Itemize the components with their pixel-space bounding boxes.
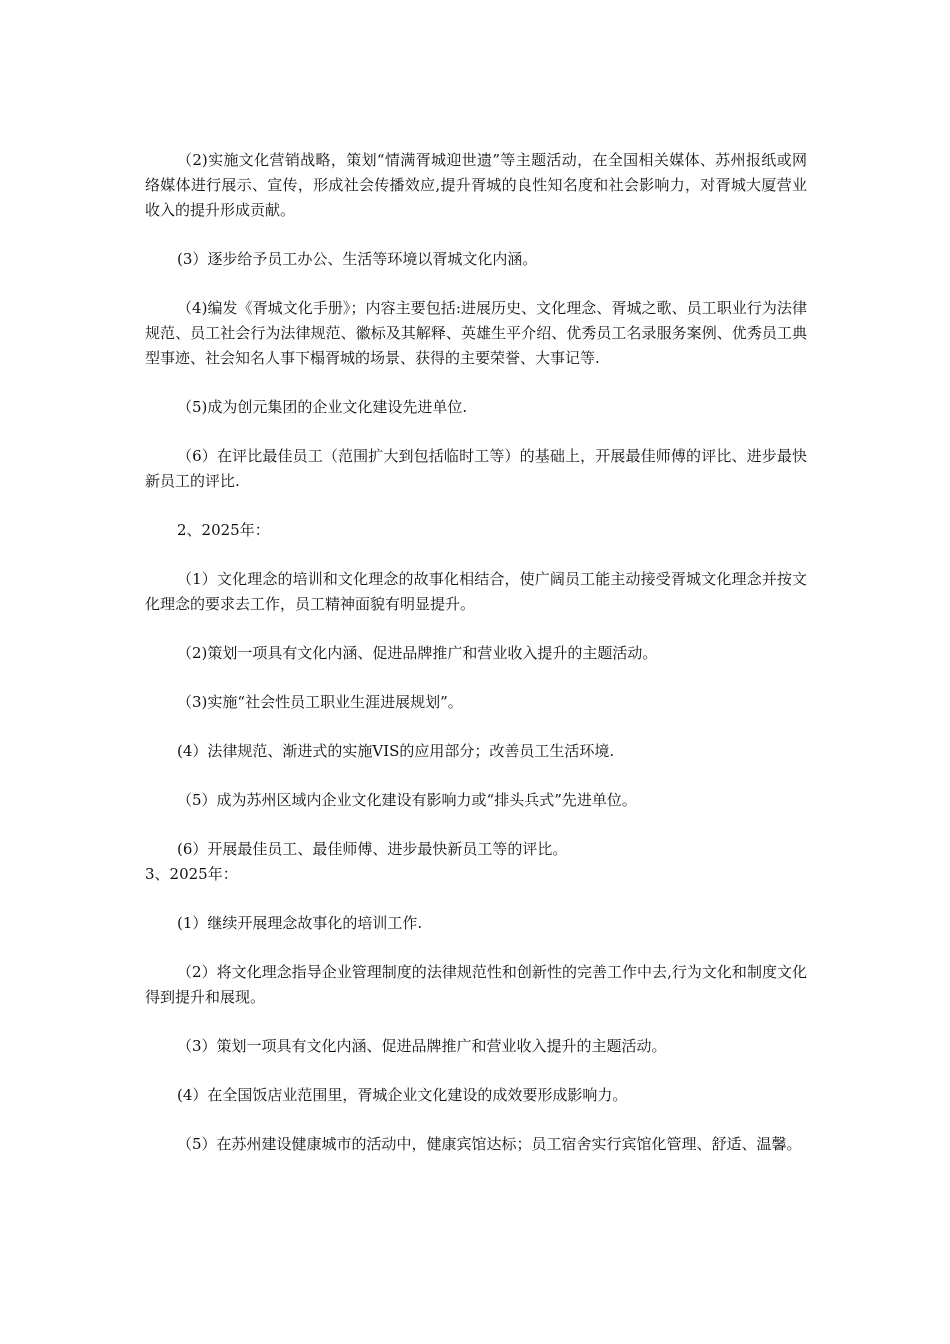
paragraph-year3-4: (4）在全国饭店业范围里，胥城企业文化建设的成效要形成影响力。 xyxy=(177,1086,628,1104)
paragraph-year3-2: （2）将文化理念指导企业管理制度的法律规范性和创新性的完善工作中去,行为文化和制度文化得到提升和展现。 xyxy=(145,963,807,1006)
paragraph-year3-1: (1）继续开展理念故事化的培训工作. xyxy=(177,914,423,932)
paragraph-year2-1: （1）文化理念的培训和文化理念的故事化相结合，使广阔员工能主动接受胥城文化理念并按文化理念的要求去工作，员工精神面貌有明显提升。 xyxy=(145,570,807,613)
paragraph-2-marketing: （2)实施文化营销战略，策划“情满胥城迎世遗”等主题活动，在全国相关媒体、苏州报纸或网络媒体进行展示、宣传，形成社会传播效应,提升胥城的良性知名度和社会影响力，对胥城大厦营业收入的提升形成贡献。 xyxy=(145,151,807,219)
paragraph-year3-3: （3）策划一项具有文化内涵、促进品牌推广和营业收入提升的主题活动。 xyxy=(177,1037,667,1055)
paragraph-year2-3: （3)实施“社会性员工职业生涯进展规划”。 xyxy=(177,693,463,711)
paragraph-year2-5: （5）成为苏州区域内企业文化建设有影响力或“排头兵式”先进单位。 xyxy=(177,791,637,809)
paragraph-year2-6: (6）开展最佳员工、最佳师傅、进步最快新员工等的评比。 xyxy=(177,840,568,858)
paragraph-6-best-employee: （6）在评比最佳员工（范围扩大到包括临时工等）的基础上，开展最佳师傅的评比、进步最快新员工的评比. xyxy=(145,447,807,490)
paragraph-3-environment: (3）逐步给予员工办公、生活等环境以胥城文化内涵。 xyxy=(177,250,538,268)
document-body xyxy=(145,148,807,1181)
paragraph-4-handbook: （4)编发《胥城文化手册》；内容主要包括:进展历史、文化理念、胥城之歌、员工职业行为法律规范、员工社会行为法律规范、徽标及其解释、英雄生平介绍、优秀员工名录服务案例、优秀员工典型事迹、社会知名人事下榻胥城的场景、获得的主要荣誉、大事记等. xyxy=(145,299,807,367)
paragraph-year2-4: (4）法律规范、渐进式的实施VIS的应用部分；改善员工生活环境. xyxy=(177,742,615,760)
section-heading-year-2: 2、2025年： xyxy=(177,521,270,539)
paragraph-5-advanced-unit: （5)成为创元集团的企业文化建设先进单位. xyxy=(177,398,468,416)
paragraph-year3-5: （5）在苏州建设健康城市的活动中，健康宾馆达标；员工宿舍实行宾馆化管理、舒适、温馨。 xyxy=(177,1135,802,1153)
paragraph-year2-2: （2)策划一项具有文化内涵、促进品牌推广和营业收入提升的主题活动。 xyxy=(177,644,658,662)
section-heading-year-3: 3、2025年： xyxy=(145,865,238,883)
